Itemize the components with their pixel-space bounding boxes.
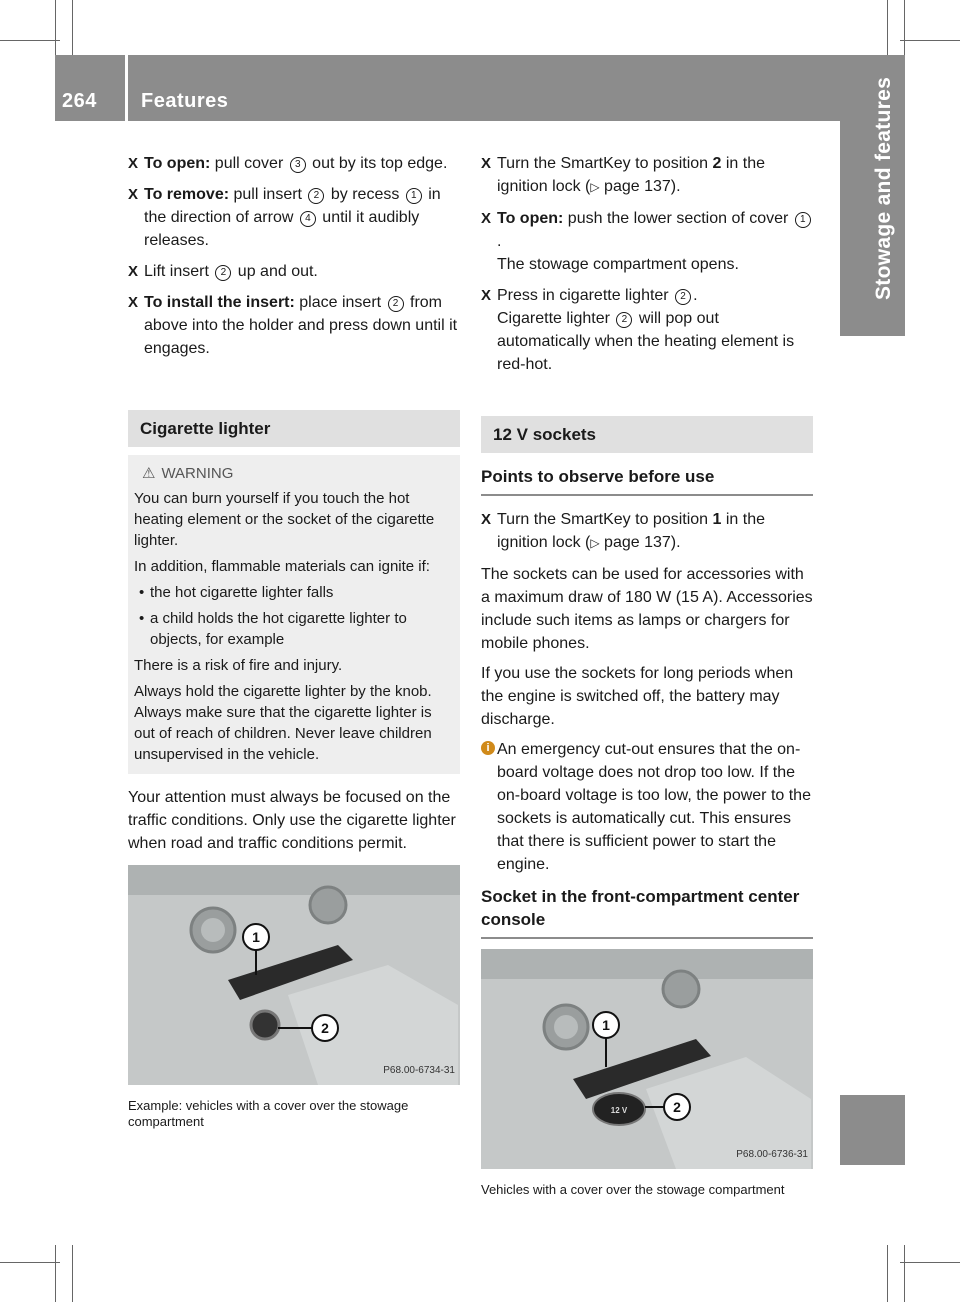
crop-mark [904, 0, 905, 60]
callout-ref: 3 [290, 157, 306, 173]
page-title: Features [141, 90, 229, 112]
step-text: pull cover [210, 155, 288, 172]
step-text: Turn the SmartKey to position [497, 511, 713, 528]
body-paragraph: The sockets can be used for accessories with a maximum draw of 180 W (15 A). Accessories include such items as lamps or chargers for mobile phones. [481, 566, 813, 652]
chapter-marker [840, 1095, 905, 1165]
warning-bullet: • a child holds the hot cigarette lighter to objects, for example [134, 608, 454, 650]
console-illustration [128, 865, 460, 1085]
console-illustration [481, 949, 813, 1169]
callout-1: 1 [602, 1017, 610, 1033]
step-press-lighter [481, 284, 813, 376]
page-ref-icon: ▷ [590, 180, 600, 194]
step-text: up and out. [233, 263, 318, 280]
callout-ref: 2 [215, 265, 231, 281]
step-open [128, 152, 460, 175]
step-label: To remove: [144, 186, 230, 203]
step-text: from above into the holder and press down until it engages. [144, 294, 458, 357]
crop-mark [55, 1245, 56, 1302]
step-install [128, 291, 460, 360]
step-result: The stowage compartment opens. [497, 256, 739, 273]
warning-title [134, 463, 454, 484]
step-smartkey-1 [481, 508, 813, 555]
figure-code: P68.00-6734-31 [383, 1065, 455, 1076]
crop-mark [887, 0, 888, 60]
crop-mark [887, 1245, 888, 1302]
crop-mark [72, 1245, 73, 1302]
step-text: . [693, 287, 698, 304]
step-text: push the lower section of cover [563, 210, 793, 227]
body-paragraph: Your attention must always be focused on the traffic conditions. Only use the cigarette lighter when road and traffic conditions permit. [128, 789, 456, 852]
subheading: Socket in the front-compartment center console [481, 885, 813, 939]
step-text: in the ignition lock ( [497, 155, 766, 195]
step-text: until it audibly releases. [144, 209, 420, 249]
page-number: 264 [62, 90, 97, 112]
warning-text: In addition, flammable materials can ignite if: [134, 558, 430, 575]
figure-12v-socket [481, 949, 813, 1169]
step-marker: X [481, 511, 492, 528]
callout-2: 2 [321, 1020, 329, 1036]
callout-2: 2 [673, 1099, 681, 1115]
crop-mark [0, 40, 60, 41]
page-ref-icon: ▷ [590, 536, 600, 550]
callout-ref: 2 [308, 188, 324, 204]
info-icon: i [481, 741, 495, 755]
callout-ref: 2 [675, 289, 691, 305]
step-marker: X [481, 210, 492, 227]
warning-box [128, 455, 460, 774]
step-result: will pop out automatically when the heating element is red-hot. [497, 310, 795, 373]
step-text: . [497, 233, 502, 250]
crop-mark [904, 1245, 905, 1302]
step-remove [128, 183, 460, 252]
step-marker: X [128, 186, 139, 203]
key-position: 2 [712, 155, 722, 172]
step-text: pull insert [229, 186, 307, 203]
step-text: by recess [326, 186, 404, 203]
callout-ref: 1 [406, 188, 422, 204]
warning-text: There is a risk of fire and injury. [134, 657, 343, 674]
step-marker: X [481, 287, 492, 304]
step-marker: X [481, 155, 492, 172]
crop-mark [900, 40, 960, 41]
right-column [481, 152, 813, 1198]
socket-label: 12 V [610, 1106, 628, 1115]
chapter-tab-label: Stowage and features [872, 76, 895, 300]
step-marker: X [128, 263, 139, 280]
warning-text: You can burn yourself if you touch the hot heating element or the socket of the cigarette lighter. [134, 490, 435, 549]
step-result: Cigarette lighter [497, 310, 615, 327]
callout-ref: 4 [300, 211, 316, 227]
figure-caption: Vehicles with a cover over the stowage compartment [481, 1182, 785, 1197]
figure-cigarette-lighter [128, 865, 460, 1085]
subheading: Points to observe before use [481, 465, 813, 496]
step-marker: X [128, 155, 139, 172]
step-label: To install the insert: [144, 294, 295, 311]
step-text: out by its top edge. [307, 155, 448, 172]
step-text: Lift insert [144, 263, 214, 280]
step-label: To open: [144, 155, 211, 172]
crop-mark [0, 1262, 60, 1263]
step-lift [128, 260, 460, 283]
key-position: 1 [712, 511, 722, 528]
step-open-cover [481, 207, 813, 276]
info-note [481, 738, 813, 876]
step-smartkey [481, 152, 813, 199]
step-text: Turn the SmartKey to position [497, 155, 713, 172]
section-heading: Cigarette lighter [128, 410, 460, 447]
section-heading: 12 V sockets [481, 416, 813, 453]
warning-bullet: • the hot cigarette lighter falls [134, 582, 454, 603]
crop-mark [72, 0, 73, 60]
step-label: To open: [497, 210, 564, 227]
figure-code: P68.00-6736-31 [736, 1149, 808, 1160]
crop-mark [55, 0, 56, 60]
callout-1: 1 [252, 929, 260, 945]
step-text: Press in cigarette lighter [497, 287, 674, 304]
step-text: in the ignition lock ( [497, 511, 766, 551]
step-text: place insert [294, 294, 386, 311]
warning-label: WARNING [161, 465, 234, 482]
callout-ref: 2 [388, 296, 404, 312]
info-text: An emergency cut-out ensures that the on-board voltage does not drop too low. If the on-board voltage is too low, the power to the sockets is automatically cut. This ensures that there is sufficient power to start the engine. [497, 741, 811, 873]
step-text: in the direction of arrow [144, 186, 441, 226]
crop-mark [900, 1262, 960, 1263]
header-divider [125, 55, 128, 121]
callout-ref: 2 [616, 312, 632, 328]
warning-icon: ⚠ [142, 465, 156, 482]
figure-caption: Example: vehicles with a cover over the stowage compartment [128, 1098, 409, 1129]
warning-text: Always hold the cigarette lighter by the knob. Always make sure that the cigarette lighter is out of reach of children. Never leave children unsupervised in the vehicle. [134, 683, 432, 763]
callout-ref: 1 [795, 212, 811, 228]
body-paragraph: If you use the sockets for long periods when the engine is switched off, the battery may discharge. [481, 665, 794, 728]
left-column [128, 152, 460, 1130]
page-ref: page 137). [599, 534, 681, 551]
page-ref: page 137). [599, 178, 681, 195]
step-marker: X [128, 294, 139, 311]
